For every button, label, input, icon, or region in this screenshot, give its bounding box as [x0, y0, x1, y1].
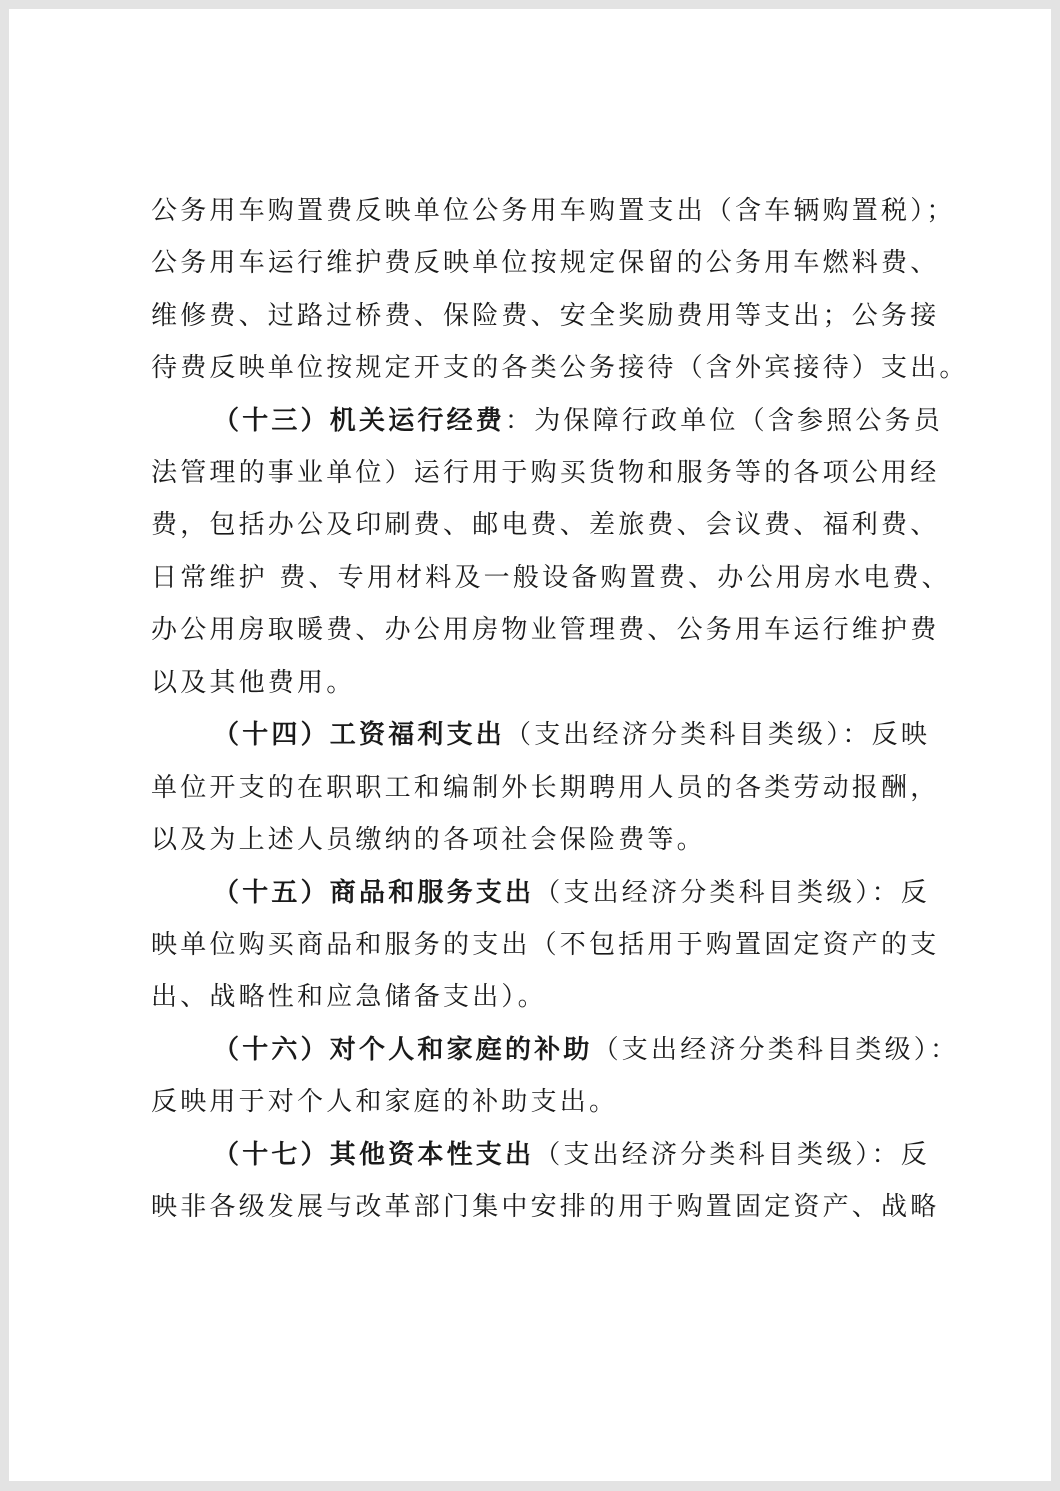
text-line: 出、战略性和应急储备支出）。 [151, 982, 547, 1012]
text-line: 以及为上述人员缴纳的各项社会保险费等。 [151, 825, 706, 855]
section-heading-14: （十四）工资福利支出（支出经济分类科目类级）：反映 [213, 720, 931, 750]
text-line: 以及其他费用。 [151, 668, 356, 698]
text-line: 费，包括办公及印刷费、邮电费、差旅费、会议费、福利费、 [151, 510, 940, 540]
section-heading-16: （十六）对个人和家庭的补助（支出经济分类科目类级）： [213, 1035, 960, 1065]
text-line: 反映用于对个人和家庭的补助支出。 [151, 1087, 619, 1117]
text-line: 映单位购买商品和服务的支出（不包括用于购置固定资产的支 [151, 930, 940, 960]
text-line: 日常维护 费、专用材料及一般设备购置费、办公用房水电费、 [151, 563, 951, 593]
section-heading-13: （十三）机关运行经费：为保障行政单位（含参照公务员 [213, 406, 944, 436]
text-line: 待费反映单位按规定开支的各类公务接待（含外宾接待）支出。 [151, 353, 969, 383]
section-heading-15: （十五）商品和服务支出（支出经济分类科目类级）：反 [213, 878, 931, 908]
text-line: 办公用房取暖费、办公用房物业管理费、公务用车运行维护费 [151, 615, 940, 645]
document-page [9, 9, 1051, 1481]
text-line: 单位开支的在职职工和编制外长期聘用人员的各类劳动报酬， [151, 773, 940, 803]
text-line: 维修费、过路过桥费、保险费、安全奖励费用等支出；公务接 [151, 301, 940, 331]
text-line: 法管理的事业单位）运行用于购买货物和服务等的各项公用经 [151, 458, 940, 488]
section-heading-17: （十七）其他资本性支出（支出经济分类科目类级）：反 [213, 1140, 931, 1170]
text-line: 映非各级发展与改革部门集中安排的用于购置固定资产、战略 [151, 1192, 940, 1222]
text-line: 公务用车购置费反映单位公务用车购置支出（含车辆购置税）； [151, 196, 956, 226]
text-line: 公务用车运行维护费反映单位按规定保留的公务用车燃料费、 [151, 248, 940, 278]
